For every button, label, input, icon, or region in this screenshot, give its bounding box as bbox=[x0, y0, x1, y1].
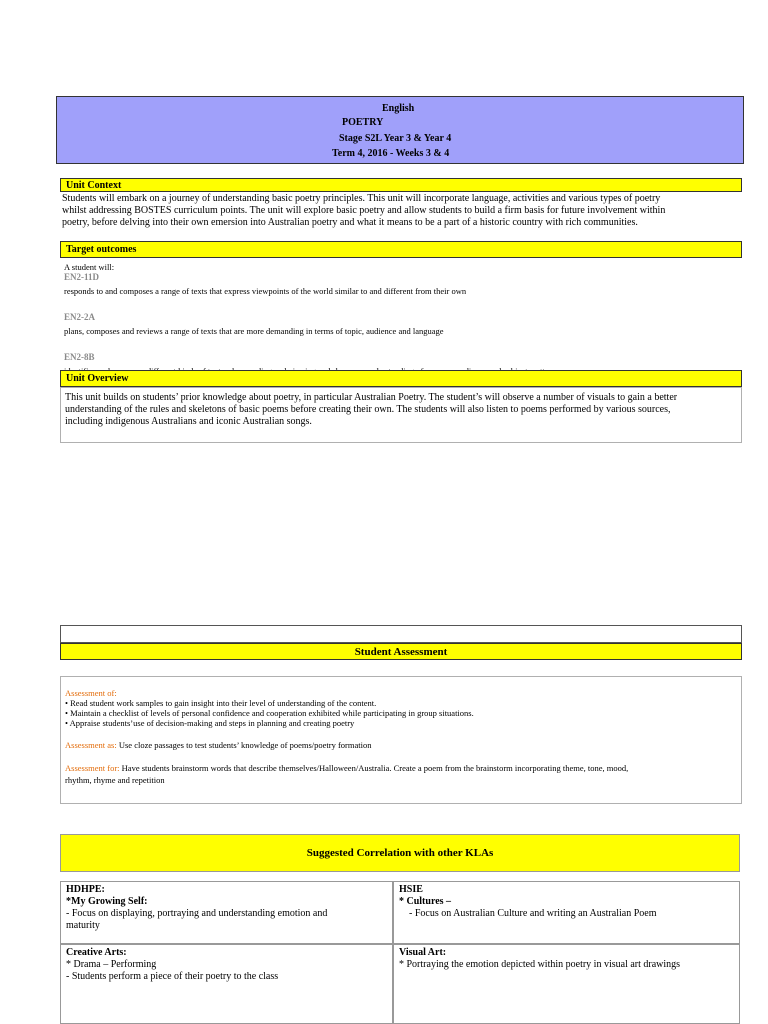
target-outcomes-heading: Target outcomes bbox=[60, 241, 742, 258]
unit-header bbox=[56, 96, 744, 164]
hdhpe-cell bbox=[60, 881, 393, 944]
assessment-of-item: • Read student work samples to gain insight into their level of understanding of the content. bbox=[65, 698, 377, 708]
correlation-heading: Suggested Correlation with other KLAs bbox=[60, 834, 740, 872]
hdhpe-text-continued: maturity bbox=[66, 920, 100, 931]
assessment-for-label: Assessment for: bbox=[65, 763, 120, 773]
hdhpe-sub: *My Growing Self: bbox=[66, 896, 148, 907]
assessment-for-text-continued: rhythm, rhyme and repetition bbox=[65, 775, 165, 785]
unit-context-line: Students will embark on a journey of understanding basic poetry principles. This unit will incorporate language, activities and various types of poetry bbox=[62, 193, 661, 204]
unit-overview-heading: Unit Overview bbox=[60, 370, 742, 387]
assessment-as-label: Assessment as: bbox=[65, 740, 117, 750]
unit-context-body bbox=[62, 193, 742, 229]
creative-arts-text: * Drama – Performing bbox=[66, 959, 157, 970]
hdhpe-heading: HDHPE: bbox=[66, 884, 105, 895]
hsie-sub: * Cultures – bbox=[399, 896, 452, 907]
outcome-text: plans, composes and reviews a range of texts that are more demanding in terms of topic, audience and language bbox=[64, 326, 444, 336]
unit-overview-line: understanding of the rules and skeletons of basic poems before creating their own. The students will also listen to poems performed by various sources, bbox=[65, 404, 671, 415]
assessment-top-row bbox=[60, 625, 742, 643]
assessment-as-text: Use cloze passages to test students’ knowledge of poems/poetry formation bbox=[118, 740, 372, 750]
assessment-for-text: Have students brainstorm words that describe themselves/Halloween/Australia. Create a poem from the brainstorm incorporating theme, tone, mood, bbox=[121, 763, 629, 773]
assessment-of-item: • Maintain a checklist of levels of personal confidence and cooperation exhibited while participating in group situations. bbox=[65, 708, 474, 718]
visual-art-heading: Visual Art: bbox=[399, 947, 447, 958]
subject-title: English bbox=[382, 103, 415, 114]
stage-label: Stage S2L Year 3 & Year 4 bbox=[339, 133, 452, 144]
visual-art-cell bbox=[393, 944, 740, 1024]
topic-title: POETRY bbox=[342, 117, 384, 128]
outcome-code: EN2-2A bbox=[64, 312, 95, 322]
unit-context-line: whilst addressing BOSTES curriculum points. The unit will explore basic poetry and allow students to build a firm basis for future involvement within bbox=[62, 205, 666, 216]
unit-overview-line: This unit builds on students’ prior knowledge about poetry, in particular Australian Poetry. The student’s will observe a number of visuals to gain a better bbox=[65, 392, 678, 403]
outcome-code: EN2-8B bbox=[64, 352, 95, 362]
hsie-cell bbox=[393, 881, 740, 944]
term-label: Term 4, 2016 - Weeks 3 & 4 bbox=[332, 148, 450, 159]
creative-arts-heading: Creative Arts: bbox=[66, 947, 127, 958]
visual-art-text: * Portraying the emotion depicted within poetry in visual art drawings bbox=[399, 959, 681, 970]
hsie-heading: HSIE bbox=[399, 884, 423, 895]
student-assessment-heading: Student Assessment bbox=[60, 643, 742, 660]
assessment-of-item: • Appraise students’use of decision-making and steps in planning and creating poetry bbox=[65, 718, 355, 728]
unit-overview-line: including indigenous Australians and iconic Australian songs. bbox=[65, 416, 312, 427]
student-assessment-body bbox=[65, 688, 737, 785]
creative-arts-text: - Students perform a piece of their poetry to the class bbox=[66, 971, 279, 982]
outcome-code: EN2-11D bbox=[64, 272, 100, 282]
assessment-of-label: Assessment of: bbox=[65, 688, 117, 698]
outcome-text: responds to and composes a range of texts that express viewpoints of the world similar to and different from their own bbox=[64, 286, 467, 296]
unit-overview-body bbox=[65, 392, 741, 428]
outcomes-intro: A student will: bbox=[64, 262, 115, 272]
creative-arts-cell bbox=[60, 944, 393, 1024]
hsie-text: - Focus on Australian Culture and writing an Australian Poem bbox=[409, 908, 657, 919]
target-outcomes-body bbox=[64, 262, 740, 376]
unit-context-heading: Unit Context bbox=[60, 178, 742, 192]
unit-context-line: poetry, before delving into their own emersion into Australian poetry and what it means to be a part of a historic country with rich communities. bbox=[62, 217, 638, 228]
hdhpe-text: - Focus on displaying, portraying and understanding emotion and bbox=[66, 908, 328, 919]
